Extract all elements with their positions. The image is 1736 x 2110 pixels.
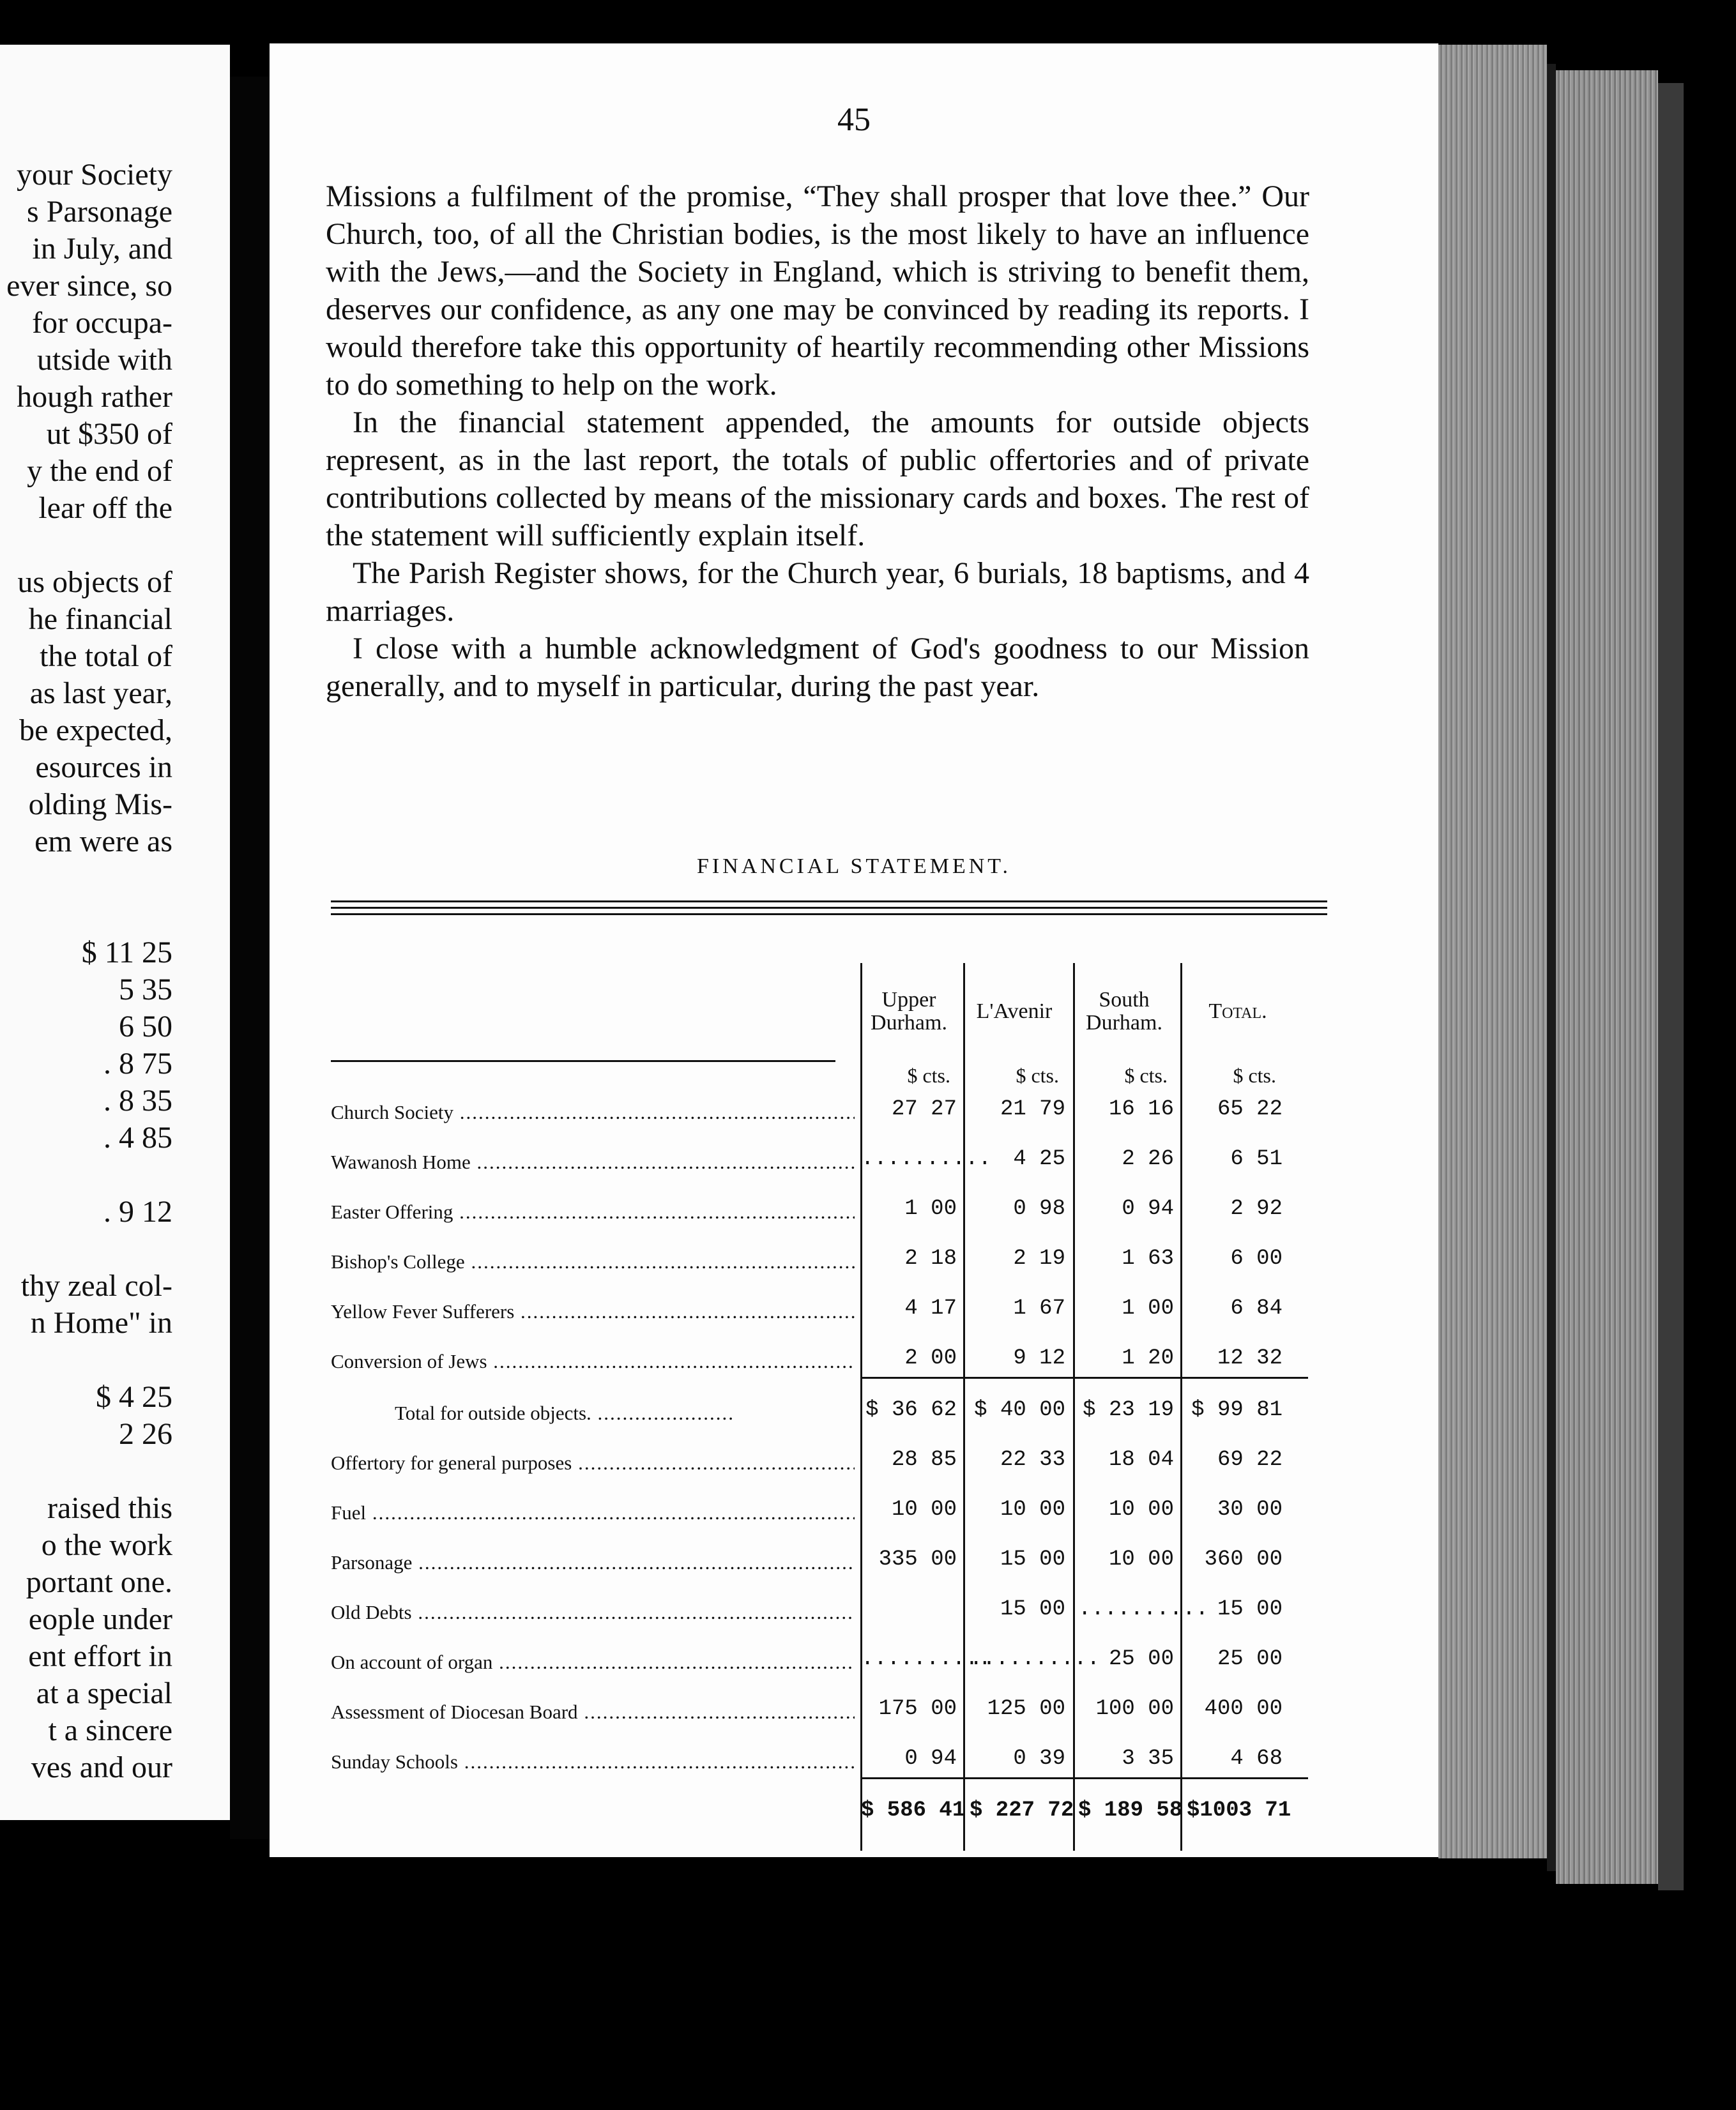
cell-total: $ 99 81 xyxy=(1191,1398,1283,1422)
cell-upper-durham: 4 17 xyxy=(904,1296,957,1321)
cell-lavenir: 0 98 xyxy=(1013,1197,1065,1221)
row-label: Parsonage ..... xyxy=(331,1551,855,1574)
cell-lavenir: 15 00 xyxy=(1000,1597,1065,1621)
left-page-line: esources in xyxy=(35,750,172,784)
cell-total: 6 84 xyxy=(1230,1296,1283,1321)
row-label: Sunday Schools ..... xyxy=(331,1750,855,1773)
table-row xyxy=(331,1429,1327,1478)
cell-south-durham: 3 35 xyxy=(1122,1747,1174,1771)
cell-lavenir: 1 67 xyxy=(1013,1296,1065,1321)
left-page-line: at a special xyxy=(36,1676,172,1710)
table-row xyxy=(331,1578,1327,1628)
row-label: On account of organ ..... xyxy=(331,1651,855,1674)
left-page-line: 6 50 xyxy=(119,1010,172,1044)
row-label: Assessment of Diocesan Board ..... xyxy=(331,1701,855,1724)
left-page-line: ut $350 of xyxy=(46,417,172,451)
cell-lavenir: 0 39 xyxy=(1013,1747,1065,1771)
cell-south-durham: 1 00 xyxy=(1122,1296,1174,1321)
cell-upper-durham: 175 00 xyxy=(878,1697,957,1721)
left-page-line: be expected, xyxy=(19,713,172,747)
left-page-line: hough rather xyxy=(17,380,172,414)
cell-lavenir: $ 227 72 xyxy=(970,1798,1074,1823)
left-page-line: t a sincere xyxy=(48,1713,172,1747)
left-page-line: thy zeal col- xyxy=(20,1269,172,1303)
table-row xyxy=(331,1277,1327,1327)
cell-south-durham: 100 00 xyxy=(1095,1697,1174,1721)
left-page-line: s Parsonage xyxy=(27,195,172,229)
left-page-line: . 8 75 xyxy=(103,1047,172,1081)
cell-lavenir: $ 40 00 xyxy=(974,1398,1065,1422)
table-row xyxy=(331,1178,1327,1227)
cover-edge xyxy=(1556,70,1658,1884)
cell-south-durham: 18 04 xyxy=(1108,1448,1174,1472)
cover-shadow xyxy=(1658,83,1684,1890)
cell-lavenir: 22 33 xyxy=(1000,1448,1065,1472)
body-text xyxy=(326,178,1309,705)
row-label: Yellow Fever Sufferers ..... xyxy=(331,1300,855,1323)
table-row xyxy=(331,1628,1327,1678)
cell-upper-durham: 335 00 xyxy=(878,1547,957,1572)
left-page-line: y the end of xyxy=(27,454,172,488)
left-page-line: . 8 35 xyxy=(103,1084,172,1118)
book-gutter xyxy=(230,77,270,1839)
page-stack-gap xyxy=(1547,64,1556,1871)
cell-total: 69 22 xyxy=(1217,1448,1283,1472)
left-page-line: ent effort in xyxy=(28,1639,172,1673)
cell-lavenir: 4 25 xyxy=(1013,1147,1065,1171)
header-lavenir: L'Avenir xyxy=(976,999,1053,1023)
cell-south-durham: .......... xyxy=(1078,1597,1209,1621)
column-rule-1 xyxy=(860,963,862,1851)
row-label: Conversion of Jews ..... xyxy=(331,1350,855,1373)
units-upper-durham: $ cts. xyxy=(907,1064,950,1087)
row-label: Church Society ..... xyxy=(331,1101,855,1124)
left-page-line: he financial xyxy=(28,602,172,636)
left-page-line: as last year, xyxy=(29,676,172,710)
row-label: Bishop's College ..... xyxy=(331,1250,855,1273)
cell-upper-durham: 1 00 xyxy=(904,1197,957,1221)
cell-upper-durham: $ 36 62 xyxy=(865,1398,957,1422)
left-page-line: ves and our xyxy=(31,1750,172,1784)
cell-total: 4 68 xyxy=(1230,1747,1283,1771)
rule-top-1 xyxy=(331,900,1327,902)
left-page-line: for occupa- xyxy=(32,306,172,340)
cell-lavenir: 2 19 xyxy=(1013,1247,1065,1271)
header-upper-durham: Upper Durham. xyxy=(871,988,947,1035)
cell-upper-durham: 0 94 xyxy=(904,1747,957,1771)
row-label: Easter Offering ..... xyxy=(331,1201,855,1224)
units-south-durham: $ cts. xyxy=(1124,1064,1168,1087)
cell-upper-durham: 27 27 xyxy=(891,1097,957,1121)
cell-total: 2 92 xyxy=(1230,1197,1283,1221)
row-label: Wawanosh Home ..... xyxy=(331,1151,855,1174)
table-row xyxy=(331,1727,1327,1777)
row-label: Offertory for general purposes ..... xyxy=(331,1452,855,1475)
cell-south-durham: 2 26 xyxy=(1122,1147,1174,1171)
cell-total: 400 00 xyxy=(1204,1697,1283,1721)
table-row xyxy=(331,1528,1327,1578)
cell-lavenir: 125 00 xyxy=(987,1697,1065,1721)
cell-south-durham: $ 23 19 xyxy=(1083,1398,1174,1422)
left-page-line: em were as xyxy=(34,824,172,858)
left-page-line: the total of xyxy=(40,639,172,673)
table-row xyxy=(331,1227,1327,1277)
left-page-line: n Home" in xyxy=(30,1306,172,1340)
units-lavenir: $ cts. xyxy=(1016,1064,1059,1087)
cell-south-durham: 10 00 xyxy=(1108,1498,1174,1522)
cell-south-durham: 1 63 xyxy=(1122,1247,1174,1271)
left-page-line: lear off the xyxy=(38,491,172,525)
page-number: 45 xyxy=(837,102,871,138)
column-rule-4 xyxy=(1180,963,1182,1851)
left-page-line: . 4 85 xyxy=(103,1121,172,1155)
cell-total: 30 00 xyxy=(1217,1498,1283,1522)
row-label: Old Debts ..... xyxy=(331,1601,855,1624)
cell-total: 6 00 xyxy=(1230,1247,1283,1271)
cell-total: 360 00 xyxy=(1204,1547,1283,1572)
cell-upper-durham: .......... xyxy=(861,1647,992,1671)
paragraph-2: In the financial statement appended, the amounts for outside objects represent, as in the last report, the totals of public offertories and of private contributions collected by means of the missionary cards and boxes. The rest of the statement will sufficiently explain itself. xyxy=(326,406,1309,552)
cell-total: 12 32 xyxy=(1217,1346,1283,1370)
cell-south-durham: 1 20 xyxy=(1122,1346,1174,1370)
cell-upper-durham: 2 18 xyxy=(904,1247,957,1271)
table-header xyxy=(331,957,1327,1087)
left-page-line: ever since, so xyxy=(6,269,172,303)
financial-table xyxy=(331,957,1327,1829)
paragraph-1: Missions a fulfilment of the promise, “They shall prosper that love thee.” Our Church, too, of all the Christian bodies, is the most likely to have an influence with the Jews,—and the Society in England, which is striving to benefit them, deserves our confidence, as any one may be convinced by reading its reports. I would therefore take this opportunity of heartily recommending other Missions to do something to help on the work. xyxy=(326,179,1309,402)
table-row xyxy=(331,1128,1327,1178)
rule-top-3 xyxy=(331,913,1327,915)
cell-upper-durham: .......... xyxy=(861,1147,992,1171)
rule-top-2 xyxy=(331,907,1327,909)
cell-upper-durham: 2 00 xyxy=(904,1346,957,1370)
cell-total: $1003 71 xyxy=(1187,1798,1291,1823)
cell-total: 25 00 xyxy=(1217,1647,1283,1671)
cell-south-durham: 25 00 xyxy=(1108,1647,1174,1671)
left-page-line: 2 26 xyxy=(119,1417,172,1451)
left-page-line: $ 4 25 xyxy=(96,1380,172,1414)
table-row xyxy=(331,1078,1327,1128)
left-page-line: olding Mis- xyxy=(28,787,172,821)
table-row xyxy=(331,1478,1327,1528)
page-stack-edge xyxy=(1438,45,1547,1858)
left-page-line: eople under xyxy=(28,1602,172,1636)
left-page-line: us objects of xyxy=(17,565,172,599)
cell-lavenir: 21 79 xyxy=(1000,1097,1065,1121)
cell-total: 65 22 xyxy=(1217,1097,1283,1121)
paragraph-4: I close with a humble acknowledgment of God's goodness to our Mission generally, and to myself in particular, during the past year. xyxy=(326,632,1309,703)
cell-upper-durham: $ 586 41 xyxy=(861,1798,966,1823)
main-page xyxy=(270,43,1438,1857)
cell-south-durham: 0 94 xyxy=(1122,1197,1174,1221)
table-row xyxy=(331,1678,1327,1727)
subtotal-row xyxy=(331,1379,1327,1429)
left-page-line: . 9 12 xyxy=(103,1195,172,1229)
left-page-line: utside with xyxy=(37,343,172,377)
left-page-line: $ 11 25 xyxy=(81,936,172,969)
grand-total-row xyxy=(331,1779,1327,1829)
cell-south-durham: $ 189 58 xyxy=(1078,1798,1183,1823)
row-label: Total for outside objects. ..... xyxy=(395,1402,918,1425)
left-page-line: raised this xyxy=(47,1491,172,1525)
cell-south-durham: 16 16 xyxy=(1108,1097,1174,1121)
table-row xyxy=(331,1327,1327,1377)
cell-lavenir: 10 00 xyxy=(1000,1498,1065,1522)
left-page-line: portant one. xyxy=(26,1565,172,1599)
left-page-line: o the work xyxy=(41,1528,172,1562)
header-total: Total. xyxy=(1208,999,1267,1023)
header-south-durham: South Durham. xyxy=(1086,988,1162,1035)
left-page-line: 5 35 xyxy=(119,973,172,1006)
cell-lavenir: 15 00 xyxy=(1000,1547,1065,1572)
row-label: Fuel ..... xyxy=(331,1501,855,1524)
header-label-rule xyxy=(331,1060,835,1062)
left-page-line: in July, and xyxy=(32,232,172,266)
cell-upper-durham: 28 85 xyxy=(891,1448,957,1472)
units-total: $ cts. xyxy=(1233,1064,1276,1087)
cell-total: 15 00 xyxy=(1217,1597,1283,1621)
left-page-line: your Society xyxy=(17,158,172,192)
cell-total: 6 51 xyxy=(1230,1147,1283,1171)
column-rule-2 xyxy=(963,963,965,1851)
cell-lavenir: 9 12 xyxy=(1013,1346,1065,1370)
cell-upper-durham: 10 00 xyxy=(891,1498,957,1522)
cell-lavenir: .......... xyxy=(970,1647,1100,1671)
column-rule-3 xyxy=(1073,963,1075,1851)
left-page xyxy=(0,45,230,1820)
financial-statement-title: FINANCIAL STATEMENT. xyxy=(696,854,1012,878)
paragraph-3: The Parish Register shows, for the Church year, 6 burials, 18 baptisms, and 4 marriages. xyxy=(326,556,1309,628)
cell-south-durham: 10 00 xyxy=(1108,1547,1174,1572)
